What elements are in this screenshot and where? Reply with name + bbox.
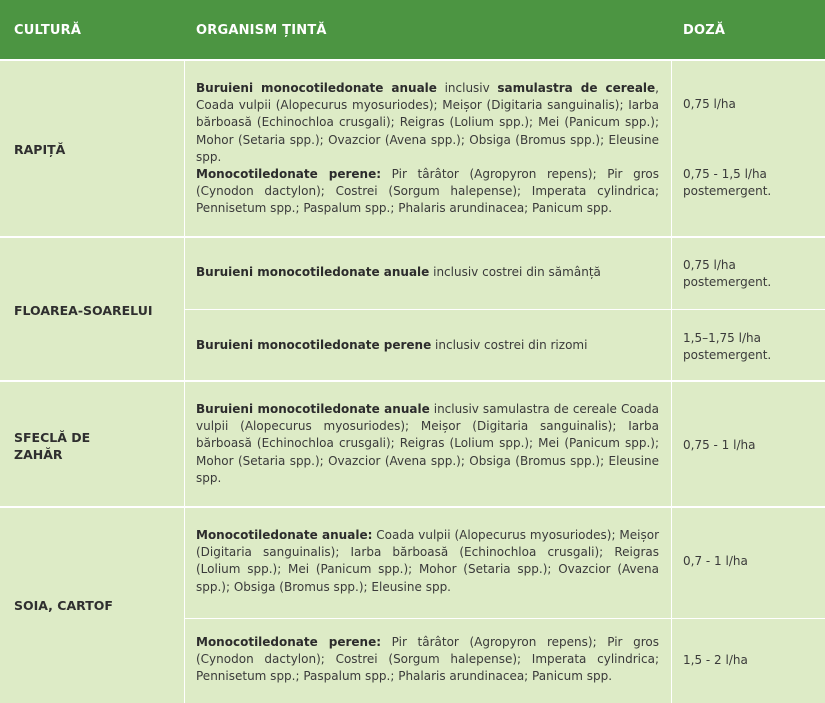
target-cell: [196, 166, 659, 218]
target-text: Pir târâtor (Agropyron repens); Pir gros (Cynodon dactylon); Costrei (Sorgum halepense); Imperata cylindrica; Pennisetum spp.; Paspalum spp.; Phalaris arundinacea; Panicum spp.: [196, 635, 659, 684]
dose-cell: 0,75 l/ha: [683, 97, 736, 111]
target-bold: Buruieni monocotiledonate anuale: [196, 81, 437, 95]
target-text: inclusiv samulastra de cereale Coada vulpii (Alopecurus myosuriodes); Meișor (Digitaria sanguinalis); Iarba bărboasă (Echinochloa crusgali); Reigras (Lolium spp.); Mei (Panicum spp.); Mohor (Setaria spp.); Ovazcior (Avena spp.); Obsiga (Bromus spp.); Eleusine spp.: [196, 402, 659, 485]
dose-cell: 1,5 - 2 l/ha: [683, 653, 748, 667]
target-cell: [196, 527, 659, 596]
target-bold: Monocotiledonate anuale:: [196, 528, 373, 542]
row-floarea-soarelui: [0, 238, 825, 380]
row-divider: [184, 618, 825, 619]
target-text: inclusiv costrei din rizomi: [431, 338, 588, 352]
target-text: Pir târâtor (Agropyron repens); Pir gros (Cynodon dactylon); Costrei (Sorgum halepense); Imperata cylindrica; Pennisetum spp.; Paspalum spp.; Phalaris arundinacea; Panicum spp.: [196, 167, 659, 216]
dose-cell: 0,75 l/ha postemergent.: [683, 258, 772, 290]
dose-cell: 0,7 - 1 l/ha: [683, 554, 748, 568]
dose-cell: 0,75 - 1 l/ha: [683, 438, 756, 452]
header-dose: DOZĂ: [683, 23, 726, 38]
target-bold: Monocotiledonate perene:: [196, 167, 382, 181]
target-bold: Buruieni monocotiledonate anuale: [196, 265, 430, 279]
header-target: ORGANISM ȚINTĂ: [196, 23, 327, 38]
target-text: Coada vulpii (Alopecurus myosuriodes); Meișor (Digitaria sanguinalis); Iarba bărboasă (Echinochloa crusgali); Reigras (Lolium spp.); Mei (Panicum spp.); Mohor (Setaria spp.); Ovazcior (Avena spp.); Obsiga (Bromus spp.); Eleusine spp.: [196, 528, 659, 594]
target-bold: Monocotiledonate perene:: [196, 635, 382, 649]
crop-label: RAPIȚĂ: [14, 142, 66, 157]
target-bold: samulastra de cereale: [497, 81, 656, 95]
row-sfecla-de-zahar: [0, 382, 825, 506]
target-bold: Buruieni monocotiledonate perene: [196, 338, 432, 352]
row-soia-cartof: [0, 508, 825, 703]
target-text: inclusiv: [436, 81, 498, 95]
header-crop: CULTURĂ: [14, 23, 82, 38]
table-header: [0, 0, 825, 59]
row-divider: [184, 309, 825, 310]
target-bold: Buruieni monocotiledonate anuale: [196, 402, 430, 416]
target-cell: [196, 634, 659, 686]
target-cell: [196, 80, 659, 166]
column-divider: [184, 61, 185, 703]
crop-label: FLOAREA-SOARELUI: [14, 303, 153, 318]
crop-label: SFECLĂ DE ZAHĂR: [14, 430, 91, 462]
target-cell: [196, 401, 659, 487]
target-text: , Coada vulpii (Alopecurus myosuriodes); Meișor (Digitaria sanguinalis); Iarba bărboasă (Echinochloa crusgali); Reigras (Lolium spp.); Mei (Panicum spp.); Mohor (Setaria spp.); Ovazcior (Avena spp.); Obsiga (Bromus spp.); Eleusine spp.: [196, 81, 659, 164]
dose-cell: 1,5–1,75 l/ha postemergent.: [683, 331, 772, 363]
target-cell: [196, 337, 659, 354]
target-text: inclusiv costrei din sămânță: [429, 265, 601, 279]
row-rapita: [0, 61, 825, 236]
column-divider: [671, 61, 672, 703]
target-cell: [196, 264, 659, 281]
dose-cell: 0,75 - 1,5 l/ha postemergent.: [683, 167, 772, 199]
crop-label: SOIA, CARTOF: [14, 598, 113, 613]
